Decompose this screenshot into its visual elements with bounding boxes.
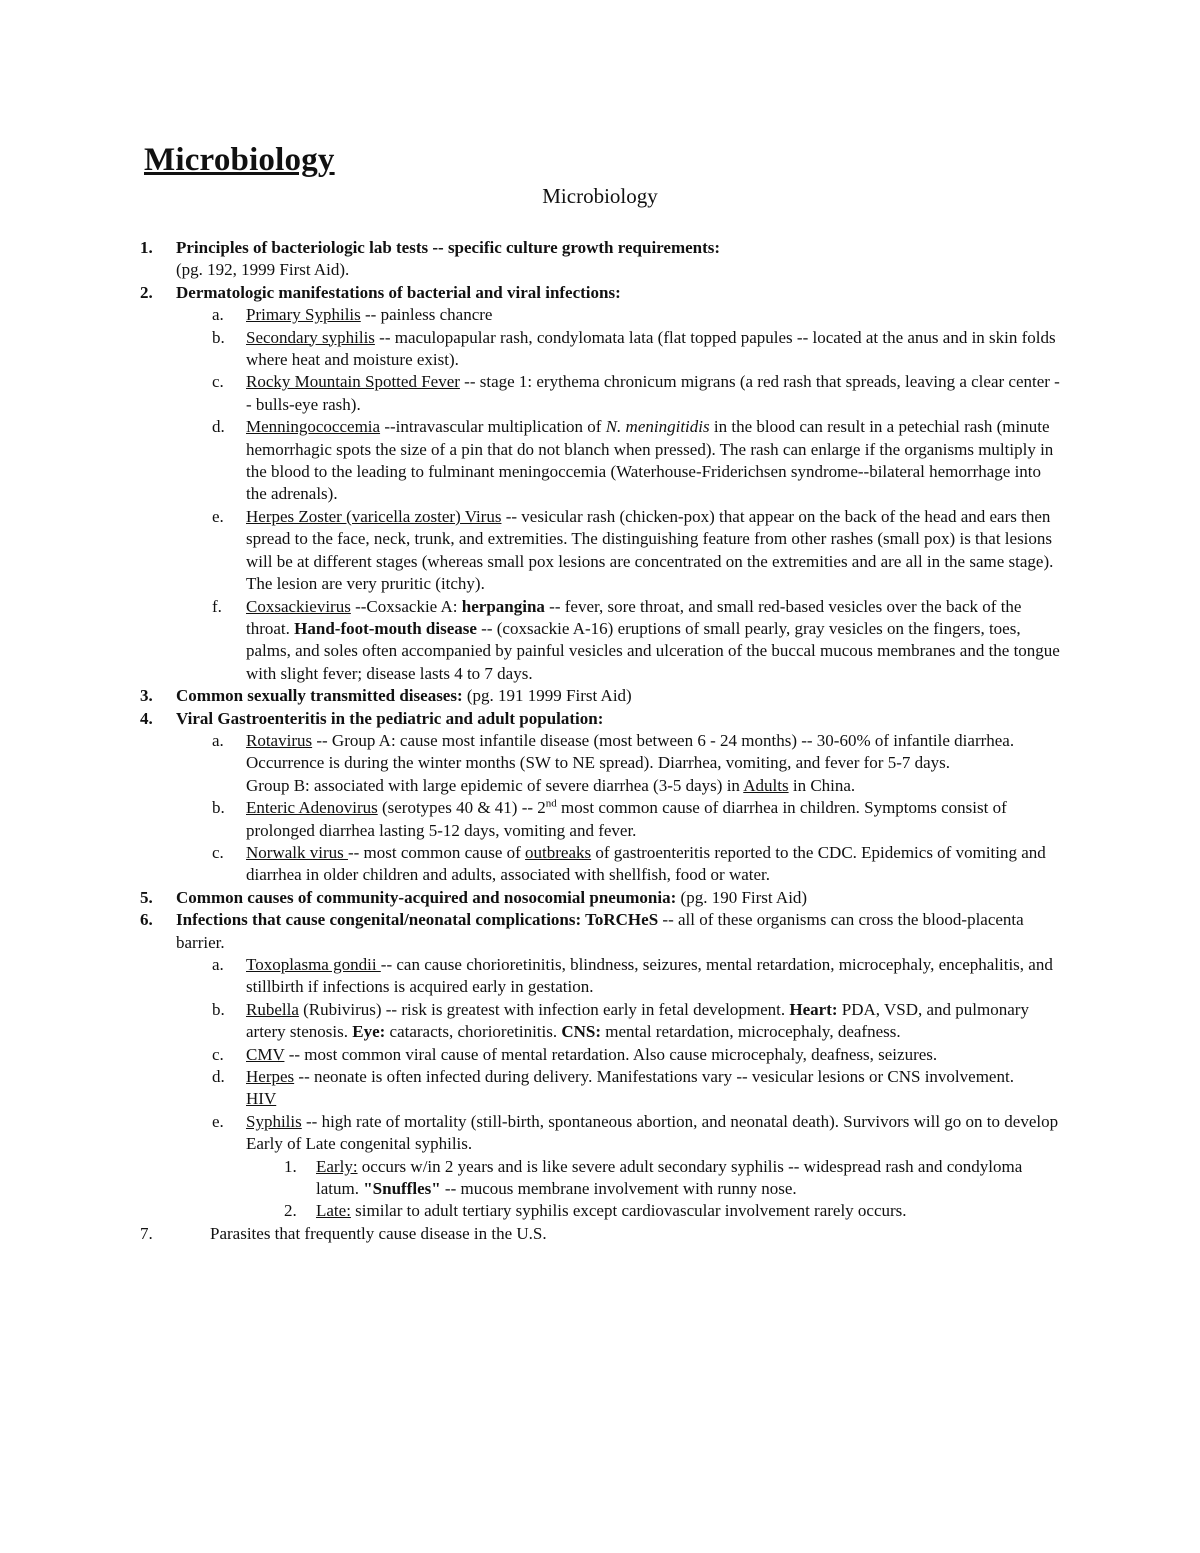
item-heading: Dermatologic manifestations of bacterial and viral infections: bbox=[176, 282, 621, 302]
sub-item bbox=[140, 371, 1060, 416]
stage-description: similar to adult tertiary syphilis except cardiovascular involvement rarely occurs. bbox=[350, 1201, 907, 1221]
superscript: nd bbox=[545, 797, 557, 810]
disease-name: Rotavirus bbox=[246, 730, 313, 750]
stage-name: Late: bbox=[316, 1201, 351, 1221]
disease-description: -- painless chancre bbox=[360, 305, 493, 325]
organism-name: N. meningitidis bbox=[605, 417, 710, 437]
item-text: -- all of these organisms can cross the blood-placenta barrier. bbox=[176, 910, 1024, 952]
sub-item bbox=[140, 730, 1060, 797]
list-item-7 bbox=[140, 1223, 1060, 1245]
bold-term: Heart: bbox=[789, 999, 838, 1019]
sub-item bbox=[140, 797, 1060, 842]
disease-description: -- neonate is often infected during delivery. Manifestations vary -- vesicular lesions or CNS involvement. bbox=[294, 1067, 1014, 1087]
disease-name: Norwalk virus bbox=[246, 842, 348, 862]
disease-name: Herpes bbox=[246, 1067, 295, 1087]
bold-term: "Snuffles" bbox=[363, 1179, 441, 1199]
bold-term: herpangina bbox=[461, 596, 545, 616]
disease-description: in China. bbox=[788, 775, 856, 795]
sub-item-marker: d. bbox=[212, 1067, 225, 1087]
stage-description: occurs w/in 2 years and is like severe adult secondary syphilis -- widespread rash and condyloma latum. bbox=[316, 1156, 1023, 1199]
item-reference: (pg. 190 First Aid) bbox=[676, 887, 808, 907]
item-text: Parasites that frequently cause disease in the U.S. bbox=[210, 1223, 547, 1243]
page-title: Microbiology bbox=[144, 142, 335, 178]
sub-item bbox=[140, 327, 1060, 372]
item-number: 7. bbox=[140, 1223, 153, 1243]
disease-description: -- can cause chorioretinitis, blindness, seizures, mental retardation, microcephaly, encephalitis, and stillbirth if infections is acquired early in gestation. bbox=[246, 955, 1053, 997]
sub-item bbox=[140, 416, 1060, 506]
sub-item-marker: c. bbox=[212, 1044, 224, 1064]
item-number: 3. bbox=[140, 686, 153, 706]
sub-item bbox=[140, 596, 1060, 686]
disease-name: Secondary syphilis bbox=[246, 327, 375, 347]
sub-item-marker: a. bbox=[212, 730, 224, 750]
sub-item-marker: e. bbox=[212, 506, 224, 526]
disease-description: --Coxsackie A: bbox=[350, 596, 462, 616]
page-subtitle: Microbiology bbox=[542, 184, 658, 208]
sub-item-marker: c. bbox=[212, 842, 224, 862]
disease-name: Toxoplasma gondii bbox=[246, 955, 381, 974]
sub-item-marker: f. bbox=[212, 596, 222, 616]
item-number: 5. bbox=[140, 887, 153, 907]
underlined-term: outbreaks bbox=[525, 842, 592, 862]
sub-item bbox=[140, 304, 1060, 326]
disease-name: HIV bbox=[246, 1089, 277, 1109]
disease-description: of gastroenteritis reported to the CDC. Epidemics of vomiting and diarrhea in older children and adults, associated with shellfish, food or water. bbox=[246, 842, 1046, 885]
disease-description: -- Group A: cause most infantile disease (most between 6 - 24 months) -- 30-60% of infantile diarrhea. Occurrence is during the winter months (SW to NE spread). Diarrhea, vomiting, and fever for 5-7 days. bbox=[246, 730, 1015, 773]
disease-description: -- most common cause of bbox=[347, 842, 526, 862]
sub-item-marker: b. bbox=[212, 327, 225, 347]
item-number: 4. bbox=[140, 708, 153, 728]
item-number: 1. bbox=[140, 238, 153, 257]
stage-name: Early: bbox=[316, 1156, 358, 1176]
disease-description: -- (coxsackie A-16) eruptions of small pearly, gray vesicles on the fingers, toes, palms, and soles often accompanied by painful vesicles and ulceration of the buccal mucous membranes and the tongue with slight fever; disease lasts 4 to 7 days. bbox=[246, 618, 1060, 683]
sub-item-marker: b. bbox=[212, 798, 225, 818]
disease-description: PDA, VSD, and pulmonary artery stenosis. bbox=[246, 999, 1029, 1042]
disease-description: -- fever, sore throat, and small red-based vesicles over the back of the throat. bbox=[246, 596, 1022, 638]
item-reference: (pg. 192, 1999 First Aid). bbox=[176, 260, 350, 280]
disease-description: in the blood can result in a petechial rash (minute hemorrhagic spots the size of a pin that do not blanch when pressed). The rash can enlarge if the organisms multiply in the blood to the leading to fulminant meningoccemia (Waterhouse-Friderichsen syndrome--bilateral hemorrhage into the adrenals). bbox=[246, 417, 1054, 504]
sub-item bbox=[140, 1066, 1060, 1111]
disease-name: Primary Syphilis bbox=[246, 305, 361, 325]
sub-sub-item bbox=[140, 1200, 1060, 1222]
sub-item bbox=[140, 506, 1060, 596]
item-reference: (pg. 191 1999 First Aid) bbox=[462, 686, 632, 706]
sub-item-marker: d. bbox=[212, 417, 225, 437]
list-item-4 bbox=[140, 708, 1060, 730]
disease-description: (serotypes 40 & 41) -- 2 bbox=[377, 798, 546, 818]
disease-description: -- maculopapular rash, condylomata lata (flat topped papules -- located at the anus and in skin folds where heat and moisture exist). bbox=[246, 327, 1056, 370]
disease-description: most common cause of diarrhea in children. Symptoms consist of prolonged diarrhea lasting 5-12 days, vomiting and fever. bbox=[246, 798, 1007, 840]
bold-term: CNS: bbox=[561, 1022, 602, 1042]
underlined-term: Adults bbox=[743, 775, 789, 795]
item-heading: Viral Gastroenteritis in the pediatric and adult population: bbox=[176, 708, 604, 728]
disease-name: Coxsackievirus bbox=[246, 596, 351, 616]
disease-description: -- high rate of mortality (still-birth, spontaneous abortion, and neonatal death). Survivors will go on to develop Early of Late congenital syphilis. bbox=[246, 1111, 1059, 1154]
sub-item-marker: b. bbox=[212, 999, 225, 1019]
list-item-1 bbox=[140, 237, 1060, 282]
disease-description: -- vesicular rash (chicken-pox) that appear on the back of the head and ears then spread to the face, neck, trunk, and extremities. The distinguishing feature from other rashes (small pox) is that lesions will be at different stages (whereas small pox lesions are concentrated on the extremities and are all in the same stage). The lesion are very pruritic (itchy). bbox=[246, 506, 1054, 594]
disease-description: (Rubivirus) -- risk is greatest with infection early in fetal development. bbox=[298, 999, 790, 1019]
sub-item-marker: e. bbox=[212, 1111, 224, 1131]
sub-item bbox=[140, 1111, 1060, 1156]
disease-description: cataracts, chorioretinitis. bbox=[385, 1022, 562, 1042]
bold-term: Eye: bbox=[352, 1022, 386, 1042]
sub-item-marker: 2. bbox=[284, 1201, 297, 1221]
list-item-5 bbox=[140, 887, 1060, 909]
outline-list bbox=[140, 237, 1060, 1245]
list-item-3 bbox=[140, 685, 1060, 707]
item-heading: Common sexually transmitted diseases: bbox=[176, 686, 463, 706]
item-heading: Infections that cause congenital/neonatal complications: bbox=[176, 910, 582, 930]
disease-name: CMV bbox=[246, 1044, 285, 1064]
disease-description: -- stage 1: erythema chronicum migrans (a red rash that spreads, leaving a clear center -- bulls-eye rash). bbox=[246, 372, 1060, 414]
disease-name: Herpes Zoster (varicella zoster) Virus bbox=[246, 506, 502, 526]
sub-item bbox=[140, 842, 1060, 887]
list-item-6 bbox=[140, 909, 1060, 954]
mnemonic: ToRCHeS bbox=[581, 910, 659, 930]
sub-item bbox=[140, 1044, 1060, 1066]
disease-name: Menningococcemia bbox=[246, 417, 381, 437]
sub-item bbox=[140, 999, 1060, 1044]
disease-description: mental retardation, microcephaly, deafness. bbox=[601, 1022, 901, 1042]
sub-sub-item bbox=[140, 1156, 1060, 1201]
disease-description: Group B: associated with large epidemic of severe diarrhea (3-5 days) in bbox=[246, 775, 744, 795]
list-item-2 bbox=[140, 282, 1060, 304]
sub-item-marker: 1. bbox=[284, 1156, 297, 1176]
sub-item-marker: a. bbox=[212, 955, 224, 974]
stage-description: -- mucous membrane involvement with runny nose. bbox=[440, 1179, 797, 1199]
item-heading: Common causes of community-acquired and nosocomial pneumonia: bbox=[176, 887, 677, 907]
disease-name: Rocky Mountain Spotted Fever bbox=[246, 372, 460, 392]
sub-item bbox=[140, 954, 1060, 999]
disease-description: -- most common viral cause of mental retardation. Also cause microcephaly, deafness, seizures. bbox=[284, 1044, 938, 1064]
disease-name: Enteric Adenovirus bbox=[246, 798, 378, 818]
sub-item-marker: c. bbox=[212, 372, 224, 392]
disease-name: Rubella bbox=[246, 999, 299, 1019]
item-heading: Principles of bacteriologic lab tests -- specific culture growth requirements: bbox=[176, 238, 721, 257]
item-number: 6. bbox=[140, 910, 153, 930]
disease-description: --intravascular multiplication of bbox=[380, 417, 606, 437]
disease-name: Syphilis bbox=[246, 1111, 302, 1131]
bold-term: Hand-foot-mouth disease bbox=[294, 618, 477, 638]
item-number: 2. bbox=[140, 282, 153, 302]
sub-item-marker: a. bbox=[212, 305, 224, 325]
